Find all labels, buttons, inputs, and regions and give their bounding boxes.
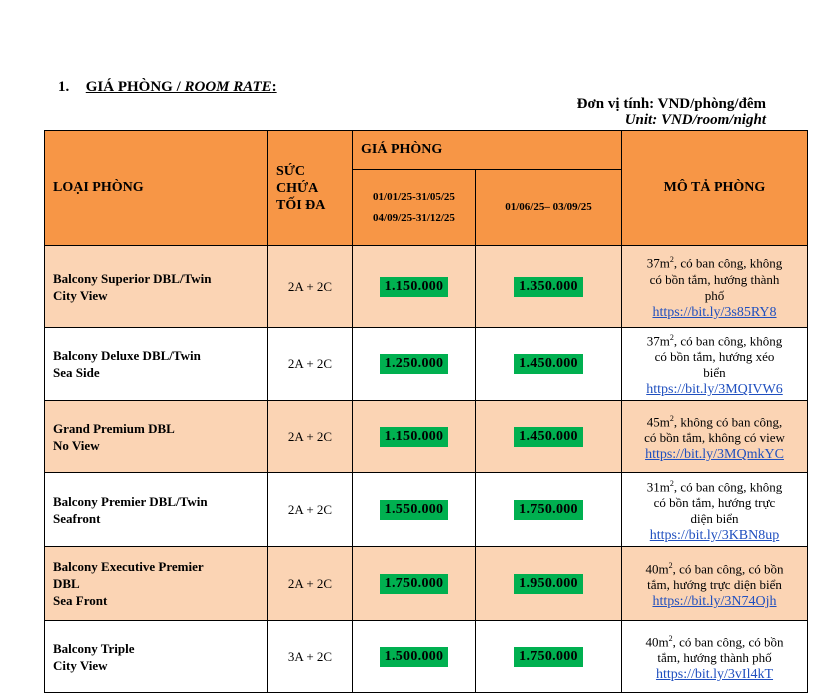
room-link[interactable]: https://bit.ly/3MQmkYC (645, 446, 784, 462)
room-type-cell: Balcony Superior DBL/Twin City View (45, 246, 268, 328)
price-period-1-cell (353, 401, 476, 473)
room-type-cell: Balcony Triple City View (45, 621, 268, 693)
room-link[interactable]: https://bit.ly/3N74Ojh (652, 593, 777, 609)
price-period-2-cell (476, 473, 622, 547)
header-price: GIÁ PHÒNG (353, 131, 622, 170)
table-row (45, 328, 808, 401)
header-room-type: LOẠI PHÒNG (45, 131, 268, 246)
price-value: 1.750.000 (380, 574, 449, 594)
price-period-1-cell (353, 547, 476, 621)
capacity-cell: 2A + 2C (268, 547, 353, 621)
price-period-2-cell (476, 401, 622, 473)
table-row (45, 246, 808, 328)
description-cell: $40m^2$, có ban công, có bồn tắm, hướng thành phố https://bit.ly/3vIl4kT (622, 621, 808, 693)
table-row (45, 547, 808, 621)
description-cell: $31m^2$, có ban công, không có bồn tắm, hướng trực diện biển https://bit.ly/3KBN8up (622, 473, 808, 547)
table-row (45, 473, 808, 547)
price-value: 1.500.000 (380, 647, 449, 667)
price-value: 1.450.000 (514, 354, 583, 374)
section-number: 1. (58, 79, 70, 95)
price-period-1-cell (353, 328, 476, 401)
header-period-1: 01/01/25-31/05/25 04/09/25-31/12/25 (353, 170, 476, 246)
description-cell: $40m^2$, có ban công, có bồn tắm, hướng trực diện biển https://bit.ly/3N74Ojh (622, 547, 808, 621)
price-period-2-cell (476, 621, 622, 693)
price-value: 1.350.000 (514, 277, 583, 297)
price-value: 1.150.000 (380, 427, 449, 447)
header-description: MÔ TẢ PHÒNG (622, 131, 808, 246)
room-type-cell: Grand Premium DBL No View (45, 401, 268, 473)
price-period-2-cell (476, 328, 622, 401)
room-link[interactable]: https://bit.ly/3MQIVW6 (646, 382, 783, 398)
header-capacity: SỨC CHỨA TỐI ĐA (268, 131, 353, 246)
price-period-1-cell (353, 473, 476, 547)
room-type-cell: Balcony Deluxe DBL/Twin Sea Side (45, 328, 268, 401)
price-period-2-cell (476, 547, 622, 621)
room-link[interactable]: https://bit.ly/3KBN8up (649, 527, 780, 543)
price-value: 1.950.000 (514, 574, 583, 594)
price-value: 1.150.000 (380, 277, 449, 297)
price-value: 1.550.000 (380, 500, 449, 520)
description-cell: $37m^2$, có ban công, không có bồn tắm, hướng xéo biển https://bit.ly/3MQIVW6 (622, 328, 808, 401)
price-period-1-cell (353, 246, 476, 328)
section-heading (58, 79, 277, 96)
price-value: 1.450.000 (514, 427, 583, 447)
unit-en: Unit: VND/room/night (624, 112, 766, 128)
room-link[interactable]: https://bit.ly/3vIl4kT (655, 666, 774, 682)
price-value: 1.750.000 (514, 500, 583, 520)
header-period-2: 01/06/25– 03/09/25 (476, 170, 622, 246)
price-period-2-cell (476, 246, 622, 328)
room-link[interactable]: https://bit.ly/3s85RY8 (652, 304, 777, 320)
room-rate-table (44, 130, 808, 693)
unit-vi: Đơn vị tính: VND/phòng/đêm (576, 96, 766, 112)
price-period-1-cell (353, 621, 476, 693)
table-row (45, 621, 808, 693)
capacity-cell: 3A + 2C (268, 621, 353, 693)
price-value: 1.250.000 (380, 354, 449, 374)
price-value: 1.750.000 (514, 647, 583, 667)
unit-note (577, 96, 766, 128)
description-cell: $37m^2$, có ban công, không có bồn tắm, hướng thành phố https://bit.ly/3s85RY8 (622, 246, 808, 328)
section-title: GIÁ PHÒNG / ROOM RATE: (85, 79, 277, 95)
capacity-cell: 2A + 2C (268, 328, 353, 401)
capacity-cell: 2A + 2C (268, 473, 353, 547)
room-type-cell: Balcony Premier DBL/Twin Seafront (45, 473, 268, 547)
description-cell: $45m^2$, không có ban công, có bồn tắm, không có view https://bit.ly/3MQmkYC (622, 401, 808, 473)
room-type-cell: Balcony Executive Premier DBL Sea Front (45, 547, 268, 621)
capacity-cell: 2A + 2C (268, 246, 353, 328)
capacity-cell: 2A + 2C (268, 401, 353, 473)
table-row (45, 401, 808, 473)
